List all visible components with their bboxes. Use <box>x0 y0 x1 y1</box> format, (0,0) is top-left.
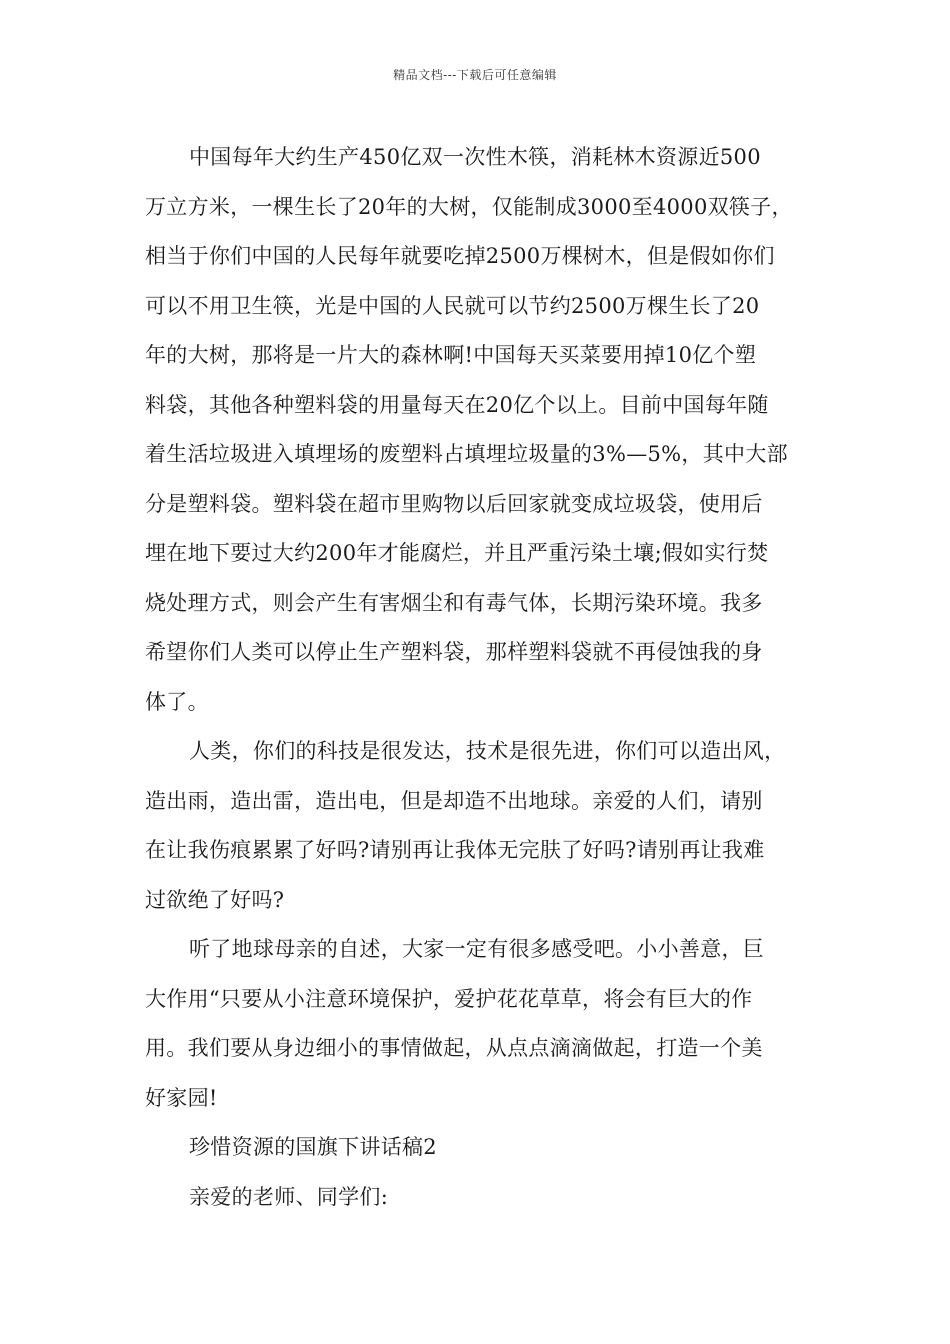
text-line: 在让我伤痕累累了好吗?请别再让我体无完肤了好吗?请别再让我难 <box>145 838 765 862</box>
text-line: 大作用“只要从小注意环境保护，爱护花花草草，将会有巨大的作 <box>145 986 753 1011</box>
text-line: 着生活垃圾进入填埋场的废塑料占填埋垃圾量的3%—5%，其中大部 <box>145 442 788 466</box>
text-line: 料袋，其他各种塑料袋的用量每天在20亿个以上。目前中国每年随 <box>145 392 769 417</box>
text-line: 分是塑料袋。塑料袋在超市里购物以后回家就变成垃圾袋，使用后 <box>145 491 763 516</box>
text-line: 万立方米，一棵生长了20年的大树，仅能制成3000至4000双筷子， <box>145 194 793 219</box>
text-line: 听了地球母亲的自述，大家一定有很多感受吧。小小善意，巨 <box>189 937 765 961</box>
text-line: 过欲绝了好吗? <box>145 887 285 912</box>
text-line: 相当于你们中国的人民每年就要吃掉2500万棵树木，但是假如你们 <box>145 244 775 268</box>
text-line: 中国每年大约生产450亿双一次性木筷，消耗林木资源近500 <box>189 145 761 169</box>
text-line: 希望你们人类可以停止生产塑料袋，那样塑料袋就不再侵蚀我的身 <box>145 640 763 664</box>
page-header: 精品文档---下载后可任意编辑 <box>393 68 557 82</box>
text-line: 造出雨，造出雷，造出电，但是却造不出地球。亲爱的人们，请别 <box>145 788 763 813</box>
text-line: 用。我们要从身边细小的事情做起，从点点滴滴做起，打造一个美 <box>145 1036 763 1060</box>
section-title: 珍惜资源的国旗下讲话稿2 <box>189 1135 437 1159</box>
text-line: 可以不用卫生筷，光是中国的人民就可以节约2500万棵生长了20 <box>145 293 760 318</box>
salutation: 亲爱的老师、同学们: <box>189 1184 389 1209</box>
document-body <box>145 133 813 1222</box>
text-line: 埋在地下要过大约200年才能腐烂，并且严重污染土壤;假如实行焚 <box>145 541 769 565</box>
text-line: 好家园! <box>145 1085 218 1110</box>
text-line: 烧处理方式，则会产生有害烟尘和有毒气体，长期污染环境。我多 <box>145 590 763 615</box>
text-line: 人类，你们的科技是很发达，技术是很先进，你们可以造出风， <box>189 739 786 763</box>
text-line: 体了。 <box>145 689 209 714</box>
text-line: 年的大树，那将是一片大的森林啊!中国每天买菜要用掉10亿个塑 <box>145 343 757 367</box>
